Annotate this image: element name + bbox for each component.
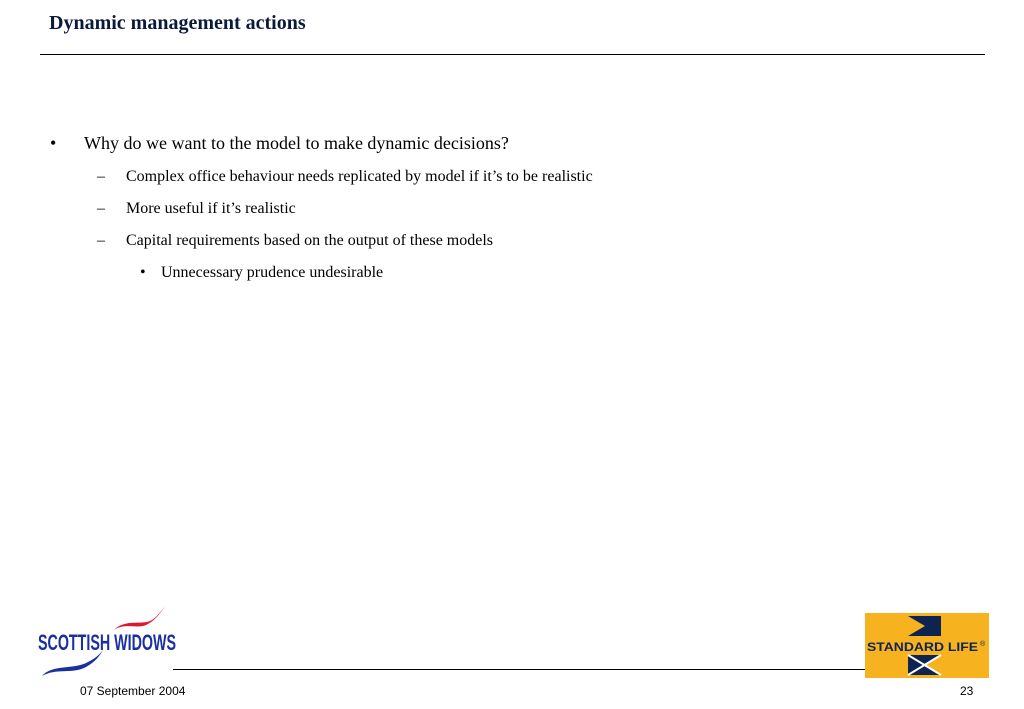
dash-marker: –	[97, 200, 105, 217]
bullet-marker: •	[140, 264, 146, 281]
registered-mark: ®	[980, 641, 986, 648]
bullet-text: Complex office behaviour needs replicated by model if it’s to be realistic	[126, 168, 593, 185]
bullet-marker: •	[50, 133, 57, 153]
dash-marker: –	[97, 232, 105, 249]
bullet-text: More useful if it’s realistic	[126, 200, 296, 217]
footer-divider	[173, 669, 868, 670]
page-number: 23	[960, 684, 974, 698]
footer-date: 07 September 2004	[80, 684, 186, 698]
standard-life-logo	[865, 613, 989, 678]
standard-life-wordmark: STANDARD LIFE	[867, 642, 979, 654]
title-divider	[40, 54, 985, 55]
bullet-text: Why do we want to the model to make dynamic decisions?	[84, 133, 509, 153]
scottish-widows-logo	[34, 604, 180, 680]
slide-title: Dynamic management actions	[49, 12, 306, 34]
bullet-text: Capital requirements based on the output of these models	[126, 232, 494, 249]
scottish-widows-wordmark: SCOTTISH WIDOWS	[38, 630, 176, 655]
wave-logo-icon	[114, 606, 165, 630]
bullet-text: Unnecessary prudence undesirable	[161, 264, 384, 281]
dash-marker: –	[97, 168, 105, 185]
